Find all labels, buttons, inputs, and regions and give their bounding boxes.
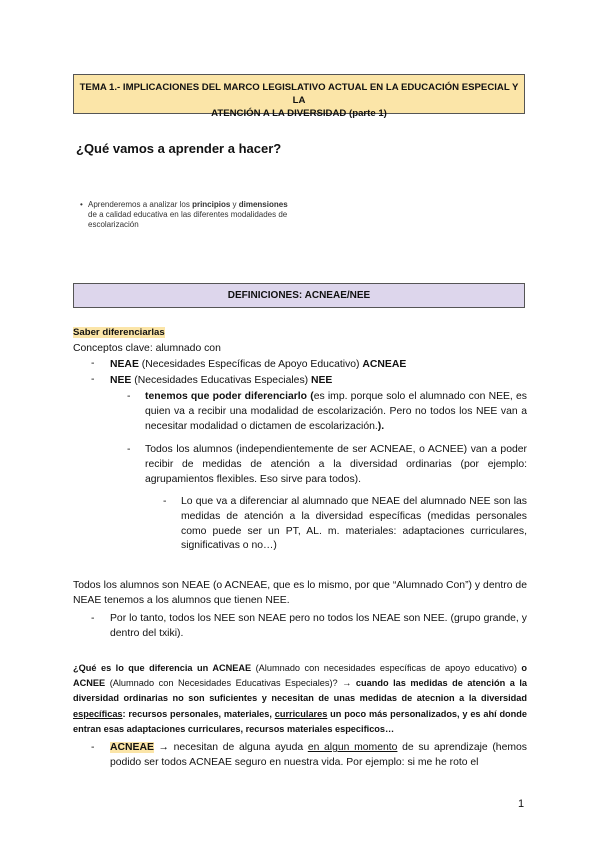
sub-item-diferenciar: tenemos que poder diferenciarlo (es imp. porque solo el alumnado con NEE, es quien va a recibir una modalidad de escolarización. Pero no todos los NEE van a necesitar modalidad o dictamen de escolarización.). <box>145 391 527 432</box>
dash-neae: - <box>91 358 95 369</box>
dash-portanto: - <box>91 613 95 624</box>
dash-nee: - <box>91 374 95 385</box>
learning-bullet <box>80 200 290 230</box>
topic-title-box <box>73 74 525 119</box>
dash-acneae: - <box>91 742 95 753</box>
sub-item-diferencia: Lo que va a diferenciar al alumnado que NEAE del alumnado NEE son las medidas de atención a la diversidad específicas (medidas personales como puede ser un PT, AL. m. materiales: adaptaciones curriculares, significativas o no…) <box>181 496 527 552</box>
sub-item-todos: Todos los alumnos (independientemente de ser ACNEAE, o ACNEE) van a poder recibir de medidas de atención a la diversidad ordinarias (por ejemplo: agrupamientos flexibles. Eso sirve para todos). <box>145 444 527 485</box>
page-number: 1 <box>518 798 525 810</box>
portanto-item: Por lo tanto, todos los NEE son NEAE pero no todos los NEAE son NEE. (grupo grande, y dentro del txiki). <box>110 613 527 639</box>
section-title-box: DEFINICIONES: ACNEAE/NEE <box>73 283 525 308</box>
dash-sub2: - <box>127 444 131 455</box>
dash-sub3: - <box>163 496 167 507</box>
neae-item: NEAE (Necesidades Específicas de Apoyo Educativo) ACNEAE <box>110 359 407 370</box>
learning-heading: ¿Qué vamos a aprender a hacer? <box>76 141 282 156</box>
dash-sub1: - <box>127 391 131 402</box>
learning-bullet-text: Aprenderemos a analizar los principios y dimensiones de a calidad educativa en las diferentes modalidades de escolarización <box>88 200 288 229</box>
acneae-item: ACNEAE → necesitan de alguna ayuda en algun momento de su aprendizaje (hemos podido ser todos ACNEAE seguro en nuestra vida. Por ejemplo: si me he roto el <box>110 742 527 768</box>
todos-paragraph: Todos los alumnos son NEAE (o ACNEAE, que es lo mismo, por que “Alumnado Con”) y dentro de NEAE tenemos a los alumnos que tienen NEE. <box>73 580 527 606</box>
question-paragraph: ¿Qué es lo que diferencia un ACNEAE (Alumnado con necesidades específicas de apoyo educativo) o ACNEE (Alumnado con Necesidades Educativas Especiales)? → cuando las medidas de atención a la diversidad ordinarias no son suficientes y necesitan de unas medidas de atecnion a la diversidad específicas: recursos personales, materiales, curriculares un poco más personalizados, y es ahí donde entran esas adaptaciones curriculares, recursos materiales especificos… <box>73 663 527 734</box>
conceptos-line: Conceptos clave: alumnado con <box>73 343 221 354</box>
topic-title-line2: ATENCIÓN A LA DIVERSIDAD (parte 1) <box>211 108 387 119</box>
bullet-dot: • <box>80 200 83 209</box>
saber-label: Saber diferenciarlas <box>73 327 165 338</box>
topic-title-line1: TEMA 1.- IMPLICACIONES DEL MARCO LEGISLATIVO ACTUAL EN LA EDUCACIÓN ESPECIAL Y LA <box>79 82 519 106</box>
nee-item: NEE (Necesidades Educativas Especiales) NEE <box>110 375 333 386</box>
